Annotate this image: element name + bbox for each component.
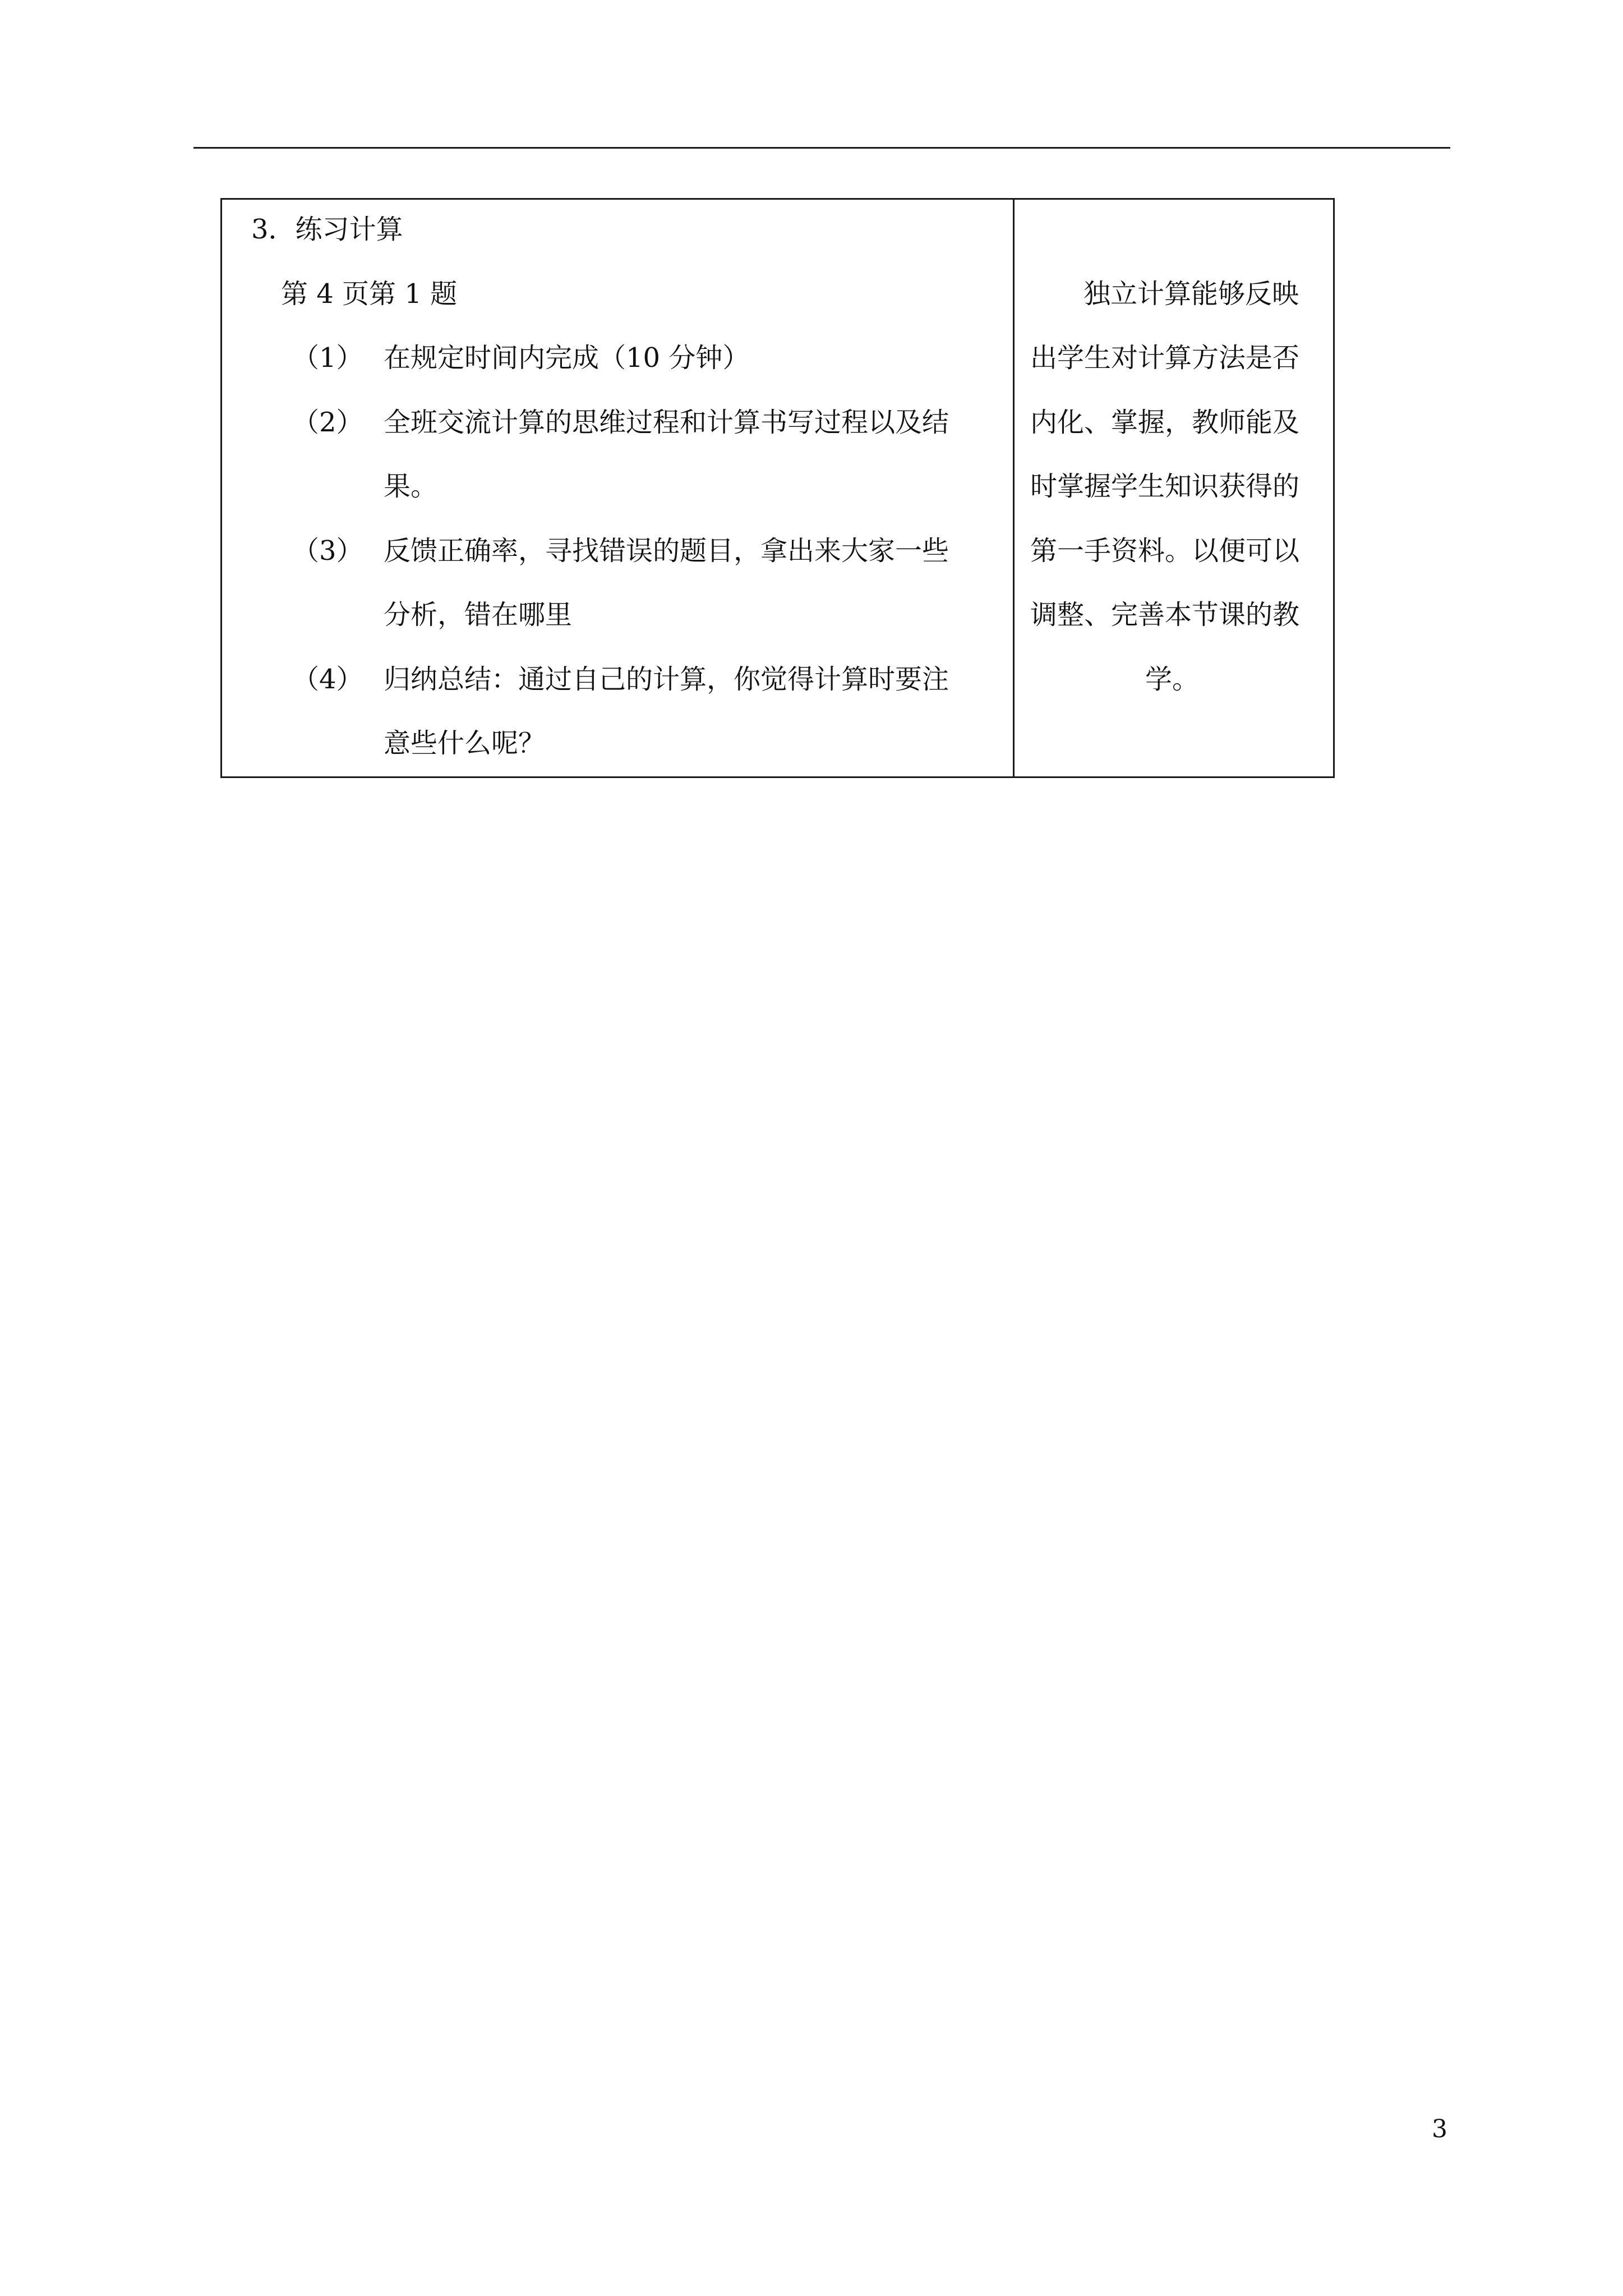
item-text: 意些什么呢？: [384, 728, 546, 759]
purpose-line: 内化、掌握，教师能及: [1030, 407, 1300, 438]
item-number: （3）: [292, 535, 363, 567]
item-number: （1）: [292, 342, 363, 374]
item-text: 在规定时间内完成（10 分钟）: [384, 342, 750, 374]
item-number: （4）: [292, 664, 363, 695]
header-rule: [193, 147, 1450, 149]
page-number: 3: [1432, 2115, 1447, 2143]
item-text: 分析，错在哪里: [384, 599, 573, 631]
purpose-line: 时掌握学生知识获得的: [1030, 471, 1300, 502]
activity-heading: 3．练习计算: [251, 214, 403, 245]
purpose-line: 出学生对计算方法是否: [1030, 342, 1300, 374]
item-text: 果。: [384, 471, 438, 502]
purpose-line: 独立计算能够反映: [1083, 278, 1299, 310]
lesson-table: [220, 198, 1335, 778]
purpose-line: 第一手资料。以便可以: [1030, 535, 1300, 567]
item-text: 归纳总结：通过自己的计算，你觉得计算时要注: [384, 664, 949, 695]
purpose-line: 学。: [1145, 664, 1200, 695]
activity-subheading: 第 4 页第 1 题: [281, 278, 458, 310]
item-text: 全班交流计算的思维过程和计算书写过程以及结: [384, 407, 949, 438]
activity-cell: [222, 200, 1013, 776]
purpose-cell: [1015, 200, 1333, 776]
item-text: 反馈正确率，寻找错误的题目，拿出来大家一些: [384, 535, 949, 567]
item-number: （2）: [292, 407, 363, 438]
purpose-line: 调整、完善本节课的教: [1030, 599, 1300, 631]
